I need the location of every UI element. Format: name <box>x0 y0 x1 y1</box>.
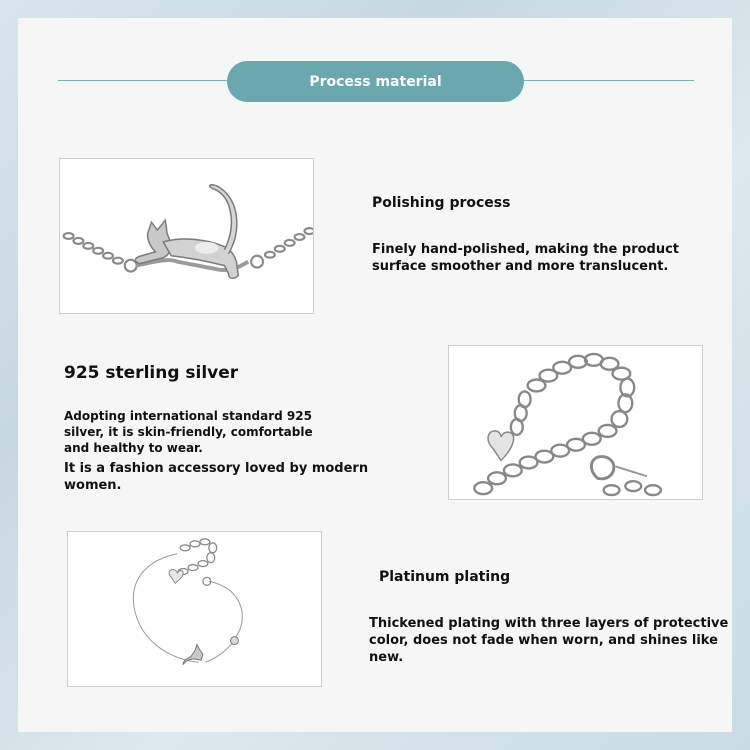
cat-charm-closeup-photo <box>59 158 314 314</box>
extension-chain-illustration <box>449 346 702 499</box>
full-bracelet-photo <box>67 531 322 687</box>
plating-title: Platinum plating <box>379 569 511 585</box>
silver-desc-line4: It is a fashion accessory loved by modern <box>64 461 369 476</box>
silver-desc-line5: women. <box>64 478 122 493</box>
plating-desc-line1: Thickened plating with three layers of protective <box>369 616 729 631</box>
extension-chain-heart-tag-photo <box>448 345 703 500</box>
silver-desc-line3: and healthy to wear. <box>64 441 203 455</box>
silver-title: 925 sterling silver <box>64 363 239 383</box>
title-banner <box>227 61 524 102</box>
silver-desc-line1: Adopting international standard 925 <box>64 409 312 423</box>
plating-desc-line2: color, does not fade when worn, and shines like new. <box>369 633 718 665</box>
polishing-desc-line1: Finely hand-polished, making the product <box>372 242 680 257</box>
polishing-desc-line2: surface smoother and more translucent. <box>372 259 669 274</box>
bracelet-illustration <box>68 532 321 686</box>
silver-desc-line2: silver, it is skin-friendly, comfortable <box>64 425 313 439</box>
polishing-title: Polishing process <box>372 195 511 211</box>
cat-charm-illustration <box>60 159 313 313</box>
page-title: Process material <box>309 73 442 90</box>
